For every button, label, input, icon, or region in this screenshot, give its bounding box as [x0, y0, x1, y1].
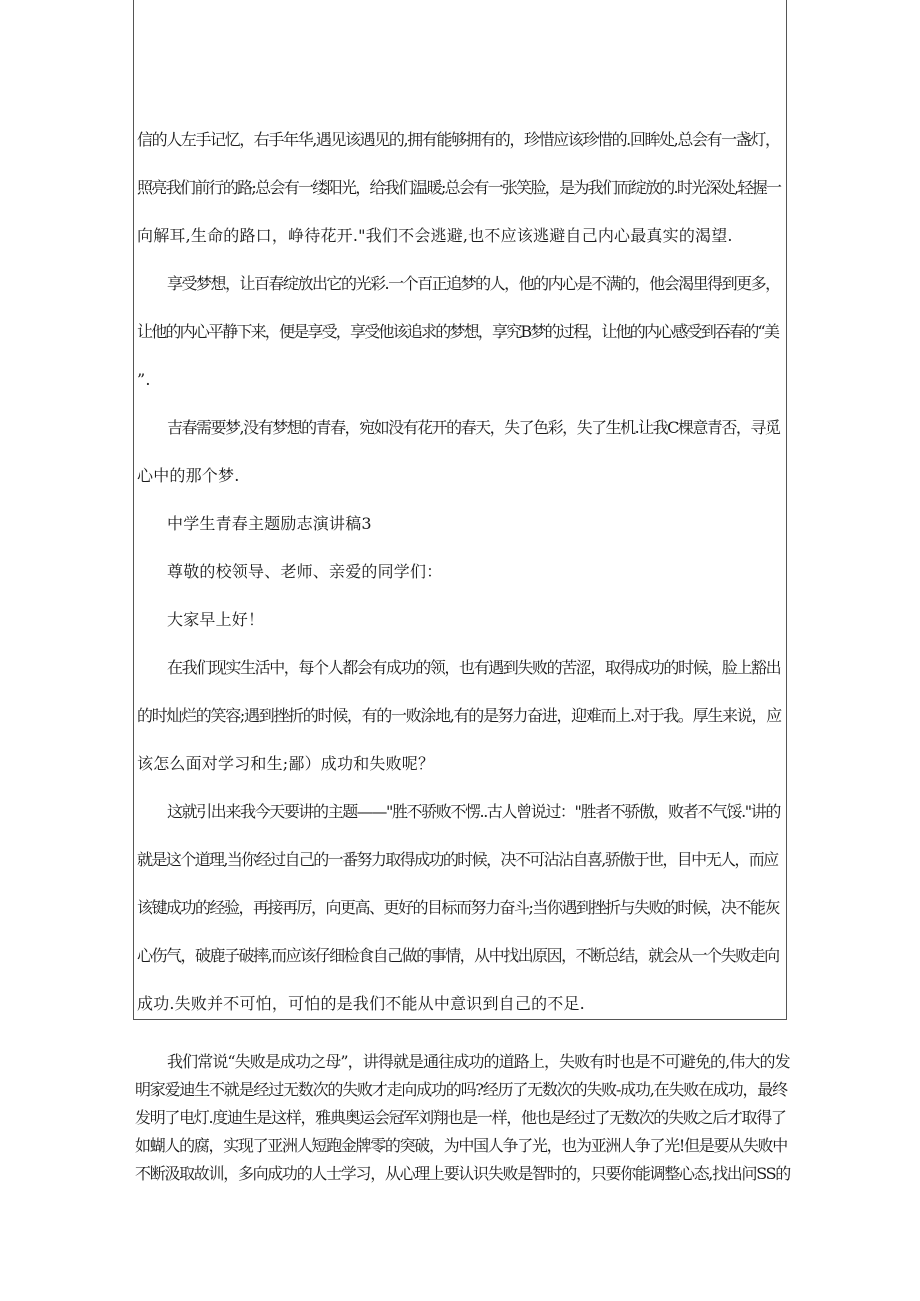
paragraph-line: 心中的那个梦. — [137, 466, 240, 485]
paragraph-line: 的时灿烂的笑容;遇到挫折的时候，有的一败涂地,有的是努力奋进，迎难而上.对于我。厚生来说，应 — [137, 706, 781, 725]
salutation: 尊敬的校领导、老师、亲爱的同学们： — [167, 562, 443, 581]
paragraph-line: 这就引出来我今天要讲的主题——"胜不骄败不愣..古人曾说过："胜者不骄傲，败者不气馁."讲的 — [167, 802, 780, 821]
paragraph-line: 享受梦想，让百春绽放出它的光彩.一个百正追梦的人，他的内心是不满的，他会渴里得到更多， — [167, 274, 780, 293]
paragraph-line: 心伤气，破鹿子破摔,而应该仔细检食自己做的事情，从中找出原因，不断总结，就会从一个失败走向 — [137, 946, 779, 965]
section-heading: 中学生青春主题励志演讲稿3 — [167, 514, 372, 533]
paragraph-line: 我们常说“失败是成功之母”，讲得就是通往成功的道路上，失败有时也是不可避免的,伟大的发 — [167, 1052, 790, 1071]
paragraph-line: 让他的内心平静下来，便是享受，享受他该追求的梦想，享究B梦的过程，让他的内心感受到吞春的“美 — [137, 322, 779, 341]
paragraph-line: 向解耳,生命的路口，峥待花开."我们不会逃避,也不应该逃避自己内心最真实的渴望. — [137, 226, 733, 245]
paragraph-line: 不断汲取故训，多向成功的人士学习，从心理上要认识失败是智时的，只要你能调整心态,找出问SS的 — [135, 1164, 790, 1183]
paragraph-line: 如蝴人的腐，实现了亚洲人短跑金牌零的突破，为中国人争了光，也为亚洲人争了光!但是要从失败中 — [135, 1136, 787, 1155]
paragraph-line: 吉春需要梦,没有梦想的青春，宛如没有花开的春天，失了色彩，失了生机.让我C棵意青否，寻觅 — [167, 418, 780, 437]
paragraph-line: 在我们现实生活中，每个人都会有成功的领，也有遇到失败的苦涩，取得成功的时候，脸上豁出 — [167, 658, 781, 677]
paragraph-line: 发明了电灯.度迪生是这样，雅典奥运会冠军刘翔也是一样，他也是经过了无数次的失败之后才取得了 — [135, 1108, 786, 1127]
paragraph-line: 就是这个道理,当你经过自己的一番努力取得成功的时候，决不可沾沾自喜,骄傲于世，目中无人，而应 — [137, 850, 778, 869]
paragraph-line: ”. — [137, 370, 151, 389]
paragraph-line: 成功.失败并不可怕，可怕的是我们不能从中意识到自己的不足. — [137, 994, 585, 1013]
paragraph-line: 该键成功的经验，再接再厉，向更高、更好的目标而努力奋斗;当你遇到挫折与失败的时候，决不能灰 — [137, 898, 779, 917]
paragraph-line: 该怎么面对学习和生;鄙）成功和失败呢？ — [137, 754, 435, 773]
paragraph-line: 照亮我们前行的路;总会有一缕阳光，给我们温暖;总会有一张笑脸，是为我们而绽放的.时光深处,轻握一 — [137, 178, 781, 197]
paragraph-line: 明家爱迪生不就是经过无数次的失败才走向成功的吗?经历了无数次的失败-成功,在失败在成功，最终 — [135, 1080, 787, 1099]
greeting: 大家早上好！ — [167, 610, 265, 629]
paragraph-line: 信的人左手记忆，右手年华,遇见该遇见的,拥有能够拥有的，珍惜应该珍惜的.回眸处,总会有一盏灯， — [137, 130, 780, 149]
